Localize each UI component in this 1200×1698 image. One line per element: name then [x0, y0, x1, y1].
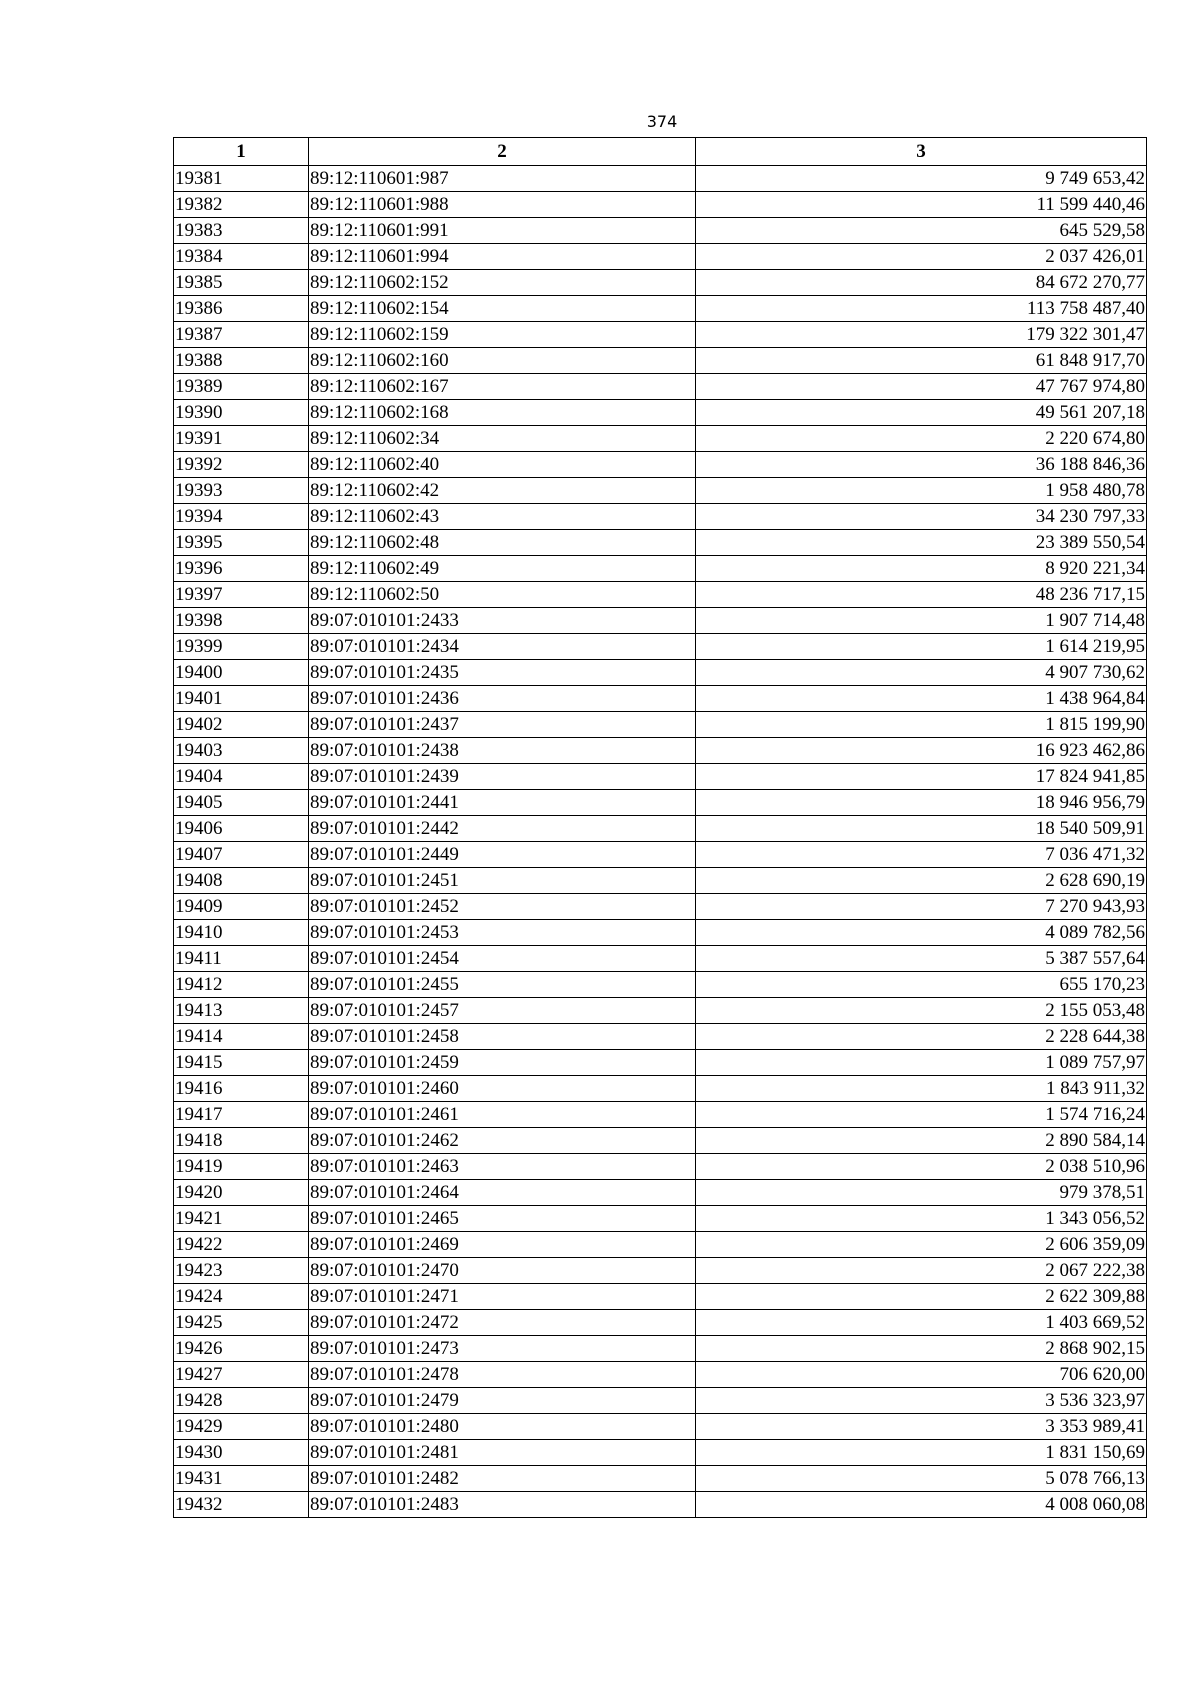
- table-row: [174, 842, 1147, 868]
- cadastral-number-cell: 89:12:110602:168: [309, 400, 696, 426]
- row-number-cell: 19384: [174, 244, 309, 270]
- row-number-cell: 19398: [174, 608, 309, 634]
- value-cell: 34 230 797,33: [696, 504, 1147, 530]
- column-header-2: 2: [309, 138, 696, 166]
- table-row: [174, 712, 1147, 738]
- table-row: [174, 946, 1147, 972]
- value-cell: 18 946 956,79: [696, 790, 1147, 816]
- row-number-cell: 19405: [174, 790, 309, 816]
- value-cell: 1 574 716,24: [696, 1102, 1147, 1128]
- cadastral-number-cell: 89:12:110602:159: [309, 322, 696, 348]
- value-cell: 1 438 964,84: [696, 686, 1147, 712]
- cadastral-number-cell: 89:07:010101:2454: [309, 946, 696, 972]
- table-row: [174, 1206, 1147, 1232]
- row-number-cell: 19406: [174, 816, 309, 842]
- table-row: [174, 348, 1147, 374]
- row-number-cell: 19401: [174, 686, 309, 712]
- value-cell: 1 614 219,95: [696, 634, 1147, 660]
- value-cell: 2 067 222,38: [696, 1258, 1147, 1284]
- row-number-cell: 19387: [174, 322, 309, 348]
- value-cell: 4 008 060,08: [696, 1492, 1147, 1518]
- table-row: [174, 634, 1147, 660]
- table-row: [174, 972, 1147, 998]
- table-row: [174, 582, 1147, 608]
- cadastral-number-cell: 89:07:010101:2479: [309, 1388, 696, 1414]
- column-header-3: 3: [696, 138, 1147, 166]
- row-number-cell: 19427: [174, 1362, 309, 1388]
- row-number-cell: 19386: [174, 296, 309, 322]
- cadastral-number-cell: 89:07:010101:2472: [309, 1310, 696, 1336]
- cadastral-number-cell: 89:07:010101:2462: [309, 1128, 696, 1154]
- cadastral-number-cell: 89:12:110602:152: [309, 270, 696, 296]
- value-cell: 3 353 989,41: [696, 1414, 1147, 1440]
- table-row: [174, 1180, 1147, 1206]
- row-number-cell: 19399: [174, 634, 309, 660]
- cadastral-number-cell: 89:12:110602:43: [309, 504, 696, 530]
- row-number-cell: 19402: [174, 712, 309, 738]
- cadastral-number-cell: 89:07:010101:2473: [309, 1336, 696, 1362]
- table-row: [174, 400, 1147, 426]
- cadastral-number-cell: 89:07:010101:2483: [309, 1492, 696, 1518]
- table-row: [174, 1310, 1147, 1336]
- cadastral-number-cell: 89:12:110602:160: [309, 348, 696, 374]
- table-row: [174, 1128, 1147, 1154]
- row-number-cell: 19419: [174, 1154, 309, 1180]
- table-row: [174, 764, 1147, 790]
- value-cell: 1 907 714,48: [696, 608, 1147, 634]
- cadastral-number-cell: 89:12:110602:167: [309, 374, 696, 400]
- value-cell: 1 831 150,69: [696, 1440, 1147, 1466]
- value-cell: 48 236 717,15: [696, 582, 1147, 608]
- row-number-cell: 19429: [174, 1414, 309, 1440]
- value-cell: 2 606 359,09: [696, 1232, 1147, 1258]
- value-cell: 23 389 550,54: [696, 530, 1147, 556]
- row-number-cell: 19395: [174, 530, 309, 556]
- value-cell: 1 815 199,90: [696, 712, 1147, 738]
- value-cell: 2 155 053,48: [696, 998, 1147, 1024]
- cadastral-number-cell: 89:07:010101:2480: [309, 1414, 696, 1440]
- table-body: [174, 166, 1147, 1518]
- table-row: [174, 894, 1147, 920]
- row-number-cell: 19417: [174, 1102, 309, 1128]
- row-number-cell: 19393: [174, 478, 309, 504]
- row-number-cell: 19416: [174, 1076, 309, 1102]
- table-row: [174, 296, 1147, 322]
- row-number-cell: 19414: [174, 1024, 309, 1050]
- table-row: [174, 530, 1147, 556]
- table-row: [174, 192, 1147, 218]
- value-cell: 7 270 943,93: [696, 894, 1147, 920]
- value-cell: 179 322 301,47: [696, 322, 1147, 348]
- table-row: [174, 1102, 1147, 1128]
- table-row: [174, 608, 1147, 634]
- table-row: [174, 452, 1147, 478]
- row-number-cell: 19431: [174, 1466, 309, 1492]
- cadastral-number-cell: 89:07:010101:2453: [309, 920, 696, 946]
- value-cell: 36 188 846,36: [696, 452, 1147, 478]
- cadastral-number-cell: 89:07:010101:2435: [309, 660, 696, 686]
- table-row: [174, 868, 1147, 894]
- row-number-cell: 19412: [174, 972, 309, 998]
- table-row: [174, 1440, 1147, 1466]
- row-number-cell: 19432: [174, 1492, 309, 1518]
- cadastral-number-cell: 89:07:010101:2465: [309, 1206, 696, 1232]
- table-row: [174, 1388, 1147, 1414]
- value-cell: 2 037 426,01: [696, 244, 1147, 270]
- table-row: [174, 816, 1147, 842]
- row-number-cell: 19400: [174, 660, 309, 686]
- row-number-cell: 19389: [174, 374, 309, 400]
- cadastral-number-cell: 89:12:110602:34: [309, 426, 696, 452]
- row-number-cell: 19382: [174, 192, 309, 218]
- row-number-cell: 19409: [174, 894, 309, 920]
- row-number-cell: 19420: [174, 1180, 309, 1206]
- value-cell: 4 907 730,62: [696, 660, 1147, 686]
- value-cell: 706 620,00: [696, 1362, 1147, 1388]
- table-row: [174, 920, 1147, 946]
- row-number-cell: 19422: [174, 1232, 309, 1258]
- cadastral-number-cell: 89:07:010101:2459: [309, 1050, 696, 1076]
- row-number-cell: 19411: [174, 946, 309, 972]
- page-number: 374: [646, 112, 678, 131]
- cadastral-number-cell: 89:07:010101:2470: [309, 1258, 696, 1284]
- table-row: [174, 504, 1147, 530]
- value-cell: 11 599 440,46: [696, 192, 1147, 218]
- row-number-cell: 19383: [174, 218, 309, 244]
- table-row: [174, 322, 1147, 348]
- cadastral-number-cell: 89:07:010101:2449: [309, 842, 696, 868]
- row-number-cell: 19396: [174, 556, 309, 582]
- table-row: [174, 998, 1147, 1024]
- value-cell: 1 958 480,78: [696, 478, 1147, 504]
- value-cell: 17 824 941,85: [696, 764, 1147, 790]
- row-number-cell: 19407: [174, 842, 309, 868]
- row-number-cell: 19423: [174, 1258, 309, 1284]
- table-row: [174, 478, 1147, 504]
- row-number-cell: 19397: [174, 582, 309, 608]
- cadastral-number-cell: 89:07:010101:2471: [309, 1284, 696, 1310]
- table-row: [174, 738, 1147, 764]
- row-number-cell: 19394: [174, 504, 309, 530]
- cadastral-number-cell: 89:07:010101:2464: [309, 1180, 696, 1206]
- value-cell: 47 767 974,80: [696, 374, 1147, 400]
- value-cell: 49 561 207,18: [696, 400, 1147, 426]
- value-cell: 1 403 669,52: [696, 1310, 1147, 1336]
- value-cell: 2 890 584,14: [696, 1128, 1147, 1154]
- cadastral-number-cell: 89:12:110602:49: [309, 556, 696, 582]
- value-cell: 2 228 644,38: [696, 1024, 1147, 1050]
- row-number-cell: 19425: [174, 1310, 309, 1336]
- cadastral-number-cell: 89:12:110601:988: [309, 192, 696, 218]
- cadastral-number-cell: 89:12:110602:154: [309, 296, 696, 322]
- row-number-cell: 19392: [174, 452, 309, 478]
- row-number-cell: 19426: [174, 1336, 309, 1362]
- cadastral-number-cell: 89:12:110602:40: [309, 452, 696, 478]
- row-number-cell: 19408: [174, 868, 309, 894]
- cadastral-number-cell: 89:07:010101:2441: [309, 790, 696, 816]
- table-row: [174, 660, 1147, 686]
- cadastral-number-cell: 89:07:010101:2481: [309, 1440, 696, 1466]
- table-row: [174, 1154, 1147, 1180]
- value-cell: 1 089 757,97: [696, 1050, 1147, 1076]
- row-number-cell: 19388: [174, 348, 309, 374]
- table-row: [174, 686, 1147, 712]
- value-cell: 3 536 323,97: [696, 1388, 1147, 1414]
- table-row: [174, 556, 1147, 582]
- value-cell: 9 749 653,42: [696, 166, 1147, 192]
- cadastral-number-cell: 89:12:110602:50: [309, 582, 696, 608]
- cadastral-number-cell: 89:12:110602:48: [309, 530, 696, 556]
- table-row: [174, 1414, 1147, 1440]
- value-cell: 5 078 766,13: [696, 1466, 1147, 1492]
- cadastral-number-cell: 89:07:010101:2437: [309, 712, 696, 738]
- value-cell: 2 628 690,19: [696, 868, 1147, 894]
- table-row: [174, 1284, 1147, 1310]
- row-number-cell: 19381: [174, 166, 309, 192]
- row-number-cell: 19430: [174, 1440, 309, 1466]
- row-number-cell: 19415: [174, 1050, 309, 1076]
- value-cell: 655 170,23: [696, 972, 1147, 998]
- row-number-cell: 19418: [174, 1128, 309, 1154]
- cadastral-number-cell: 89:12:110601:987: [309, 166, 696, 192]
- table-row: [174, 218, 1147, 244]
- cadastral-number-cell: 89:07:010101:2451: [309, 868, 696, 894]
- row-number-cell: 19410: [174, 920, 309, 946]
- row-number-cell: 19390: [174, 400, 309, 426]
- row-number-cell: 19413: [174, 998, 309, 1024]
- table-row: [174, 426, 1147, 452]
- value-cell: 5 387 557,64: [696, 946, 1147, 972]
- table-row: [174, 1492, 1147, 1518]
- cadastral-number-cell: 89:07:010101:2455: [309, 972, 696, 998]
- cadastral-number-cell: 89:12:110601:991: [309, 218, 696, 244]
- cadastral-number-cell: 89:07:010101:2438: [309, 738, 696, 764]
- value-cell: 2 868 902,15: [696, 1336, 1147, 1362]
- cadastral-number-cell: 89:07:010101:2433: [309, 608, 696, 634]
- cadastral-number-cell: 89:07:010101:2482: [309, 1466, 696, 1492]
- value-cell: 2 220 674,80: [696, 426, 1147, 452]
- header-row: [174, 138, 1147, 166]
- row-number-cell: 19391: [174, 426, 309, 452]
- value-cell: 113 758 487,40: [696, 296, 1147, 322]
- table-row: [174, 244, 1147, 270]
- table-row: [174, 1232, 1147, 1258]
- cadastral-number-cell: 89:12:110602:42: [309, 478, 696, 504]
- value-cell: 979 378,51: [696, 1180, 1147, 1206]
- row-number-cell: 19403: [174, 738, 309, 764]
- table-row: [174, 270, 1147, 296]
- cadastral-number-cell: 89:12:110601:994: [309, 244, 696, 270]
- cadastral-number-cell: 89:07:010101:2439: [309, 764, 696, 790]
- table-row: [174, 1336, 1147, 1362]
- table-row: [174, 790, 1147, 816]
- row-number-cell: 19385: [174, 270, 309, 296]
- cadastral-number-cell: 89:07:010101:2460: [309, 1076, 696, 1102]
- row-number-cell: 19404: [174, 764, 309, 790]
- row-number-cell: 19428: [174, 1388, 309, 1414]
- value-cell: 2 038 510,96: [696, 1154, 1147, 1180]
- value-cell: 16 923 462,86: [696, 738, 1147, 764]
- row-number-cell: 19424: [174, 1284, 309, 1310]
- row-number-cell: 19421: [174, 1206, 309, 1232]
- value-cell: 2 622 309,88: [696, 1284, 1147, 1310]
- table-row: [174, 1050, 1147, 1076]
- table-row: [174, 374, 1147, 400]
- value-cell: 645 529,58: [696, 218, 1147, 244]
- cadastral-number-cell: 89:07:010101:2463: [309, 1154, 696, 1180]
- value-cell: 7 036 471,32: [696, 842, 1147, 868]
- cadastral-number-cell: 89:07:010101:2442: [309, 816, 696, 842]
- cadastral-number-cell: 89:07:010101:2457: [309, 998, 696, 1024]
- value-cell: 1 343 056,52: [696, 1206, 1147, 1232]
- table-row: [174, 1258, 1147, 1284]
- table-row: [174, 1466, 1147, 1492]
- table-row: [174, 1024, 1147, 1050]
- cadastral-number-cell: 89:07:010101:2458: [309, 1024, 696, 1050]
- table-row: [174, 1076, 1147, 1102]
- value-cell: 8 920 221,34: [696, 556, 1147, 582]
- column-header-1: 1: [174, 138, 309, 166]
- cadastral-number-cell: 89:07:010101:2469: [309, 1232, 696, 1258]
- table-row: [174, 166, 1147, 192]
- value-cell: 4 089 782,56: [696, 920, 1147, 946]
- value-cell: 1 843 911,32: [696, 1076, 1147, 1102]
- value-cell: 84 672 270,77: [696, 270, 1147, 296]
- value-cell: 61 848 917,70: [696, 348, 1147, 374]
- cadastral-number-cell: 89:07:010101:2436: [309, 686, 696, 712]
- table-row: [174, 1362, 1147, 1388]
- cadastral-number-cell: 89:07:010101:2452: [309, 894, 696, 920]
- cadastral-number-cell: 89:07:010101:2434: [309, 634, 696, 660]
- value-cell: 18 540 509,91: [696, 816, 1147, 842]
- cadastral-number-cell: 89:07:010101:2461: [309, 1102, 696, 1128]
- data-table: [173, 137, 1147, 1518]
- cadastral-number-cell: 89:07:010101:2478: [309, 1362, 696, 1388]
